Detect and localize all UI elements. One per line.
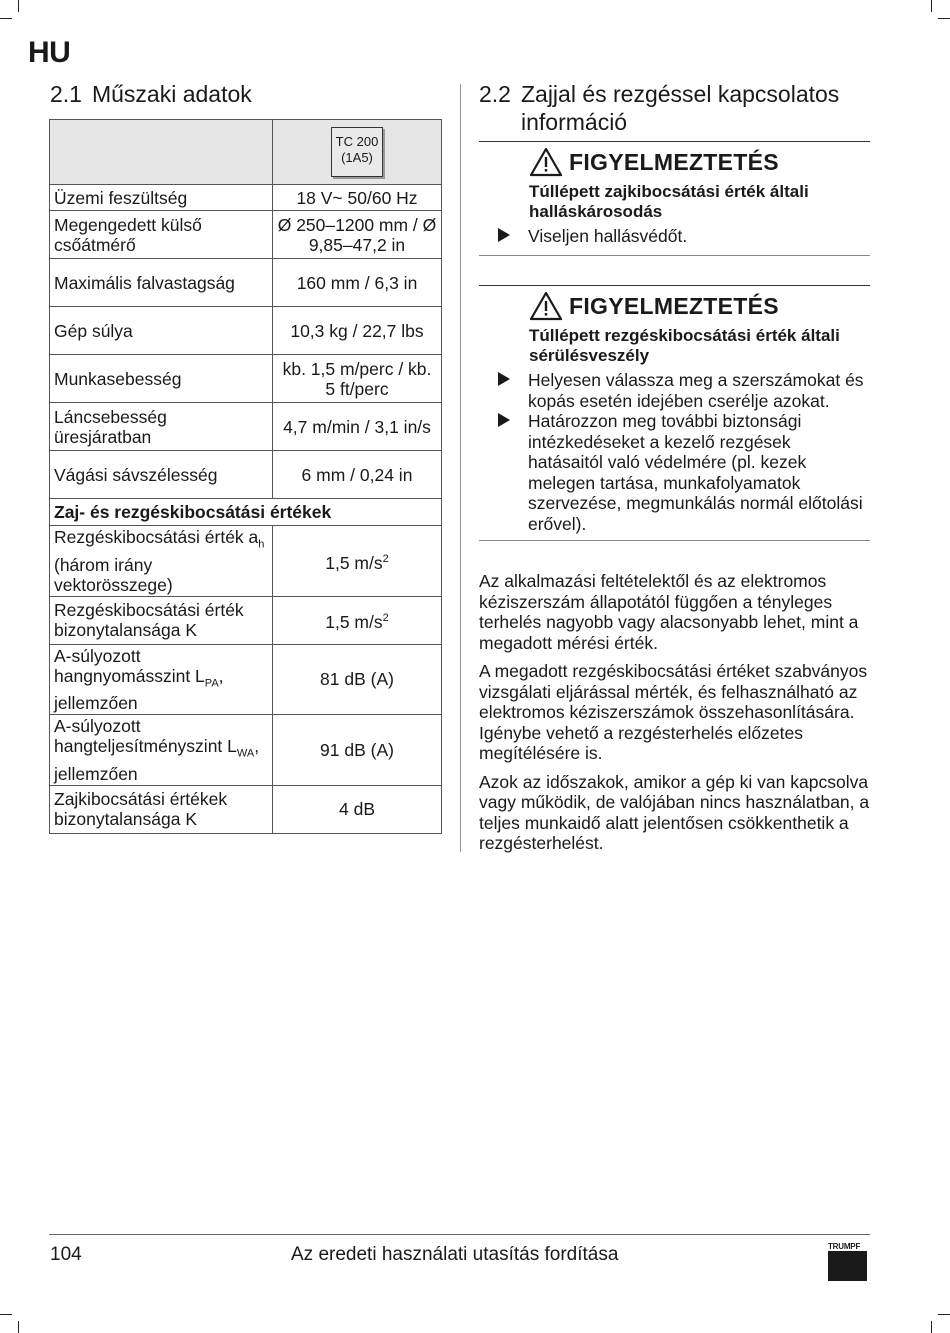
brand-logo (828, 1242, 868, 1281)
row-label: Üzemi feszültség (50, 185, 273, 211)
table-header-row (50, 120, 442, 185)
row-value (273, 596, 442, 644)
crop-mark (938, 18, 950, 19)
crop-mark (931, 0, 932, 12)
row-label: Láncsebesség üresjáratban (50, 403, 273, 451)
label-subscript: h (258, 538, 265, 551)
table-row (50, 307, 442, 355)
table-row (50, 211, 442, 259)
warning-triangle-icon (529, 147, 563, 177)
crop-mark (931, 1321, 932, 1333)
section-number: 2.2 (479, 81, 511, 107)
language-tag: HU (28, 36, 71, 69)
warning-title-text: FIGYELMEZTETÉS (569, 148, 779, 175)
section-title-line2: információ (521, 109, 628, 135)
crop-mark (0, 1314, 12, 1315)
table-row (50, 403, 442, 451)
paragraph: Az alkalmazási feltételektől és az elektromos kéziszerszám állapotától függően a tényleges terhelés nagyobb vagy alacsonyabb lehet, mint a megadott mérési érték. (479, 571, 859, 653)
table-header-model-cell (273, 120, 442, 185)
warning-list (479, 226, 870, 247)
section-heading-technical-data (50, 80, 252, 108)
row-label (50, 785, 273, 833)
row-label (50, 596, 273, 644)
label-text: Rezgéskibocsátási érték bizonytalansága K (54, 600, 244, 640)
row-value: 91 dB (A) (273, 715, 442, 786)
table-row (50, 451, 442, 499)
list-item (479, 226, 870, 247)
crop-mark (0, 18, 12, 19)
row-value: 10,3 kg / 22,7 lbs (273, 307, 442, 355)
row-value: 6 mm / 0,24 in (273, 451, 442, 499)
value-text: 1,5 m/s (325, 552, 383, 573)
row-label (50, 715, 273, 786)
list-item (479, 370, 870, 411)
row-value: 4,7 m/min / 3,1 in/s (273, 403, 442, 451)
bullet-arrow-icon (498, 372, 510, 386)
row-label: Vágási sávszélesség (50, 451, 273, 499)
label-text: Rezgéskibocsátási érték a (54, 527, 259, 547)
section-title: Műszaki adatok (91, 81, 252, 107)
value-superscript: 2 (382, 552, 389, 565)
row-label: Maximális falvastagság (50, 259, 273, 307)
paragraph: Azok az időszakok, amikor a gép ki van kapcsolva vagy működik, de valójában nincs használatban, a teljes munkaidő alatt jelentősen csökkenthetik a rezgésterhelést. (479, 771, 870, 853)
row-value: Ø 250–1200 mm / Ø 9,85–47,2 in (273, 211, 442, 259)
list-item-text: Határozzon meg további biztonsági intézkedéseket a kezelő rezgések hatásaitól való védelmére (pl. kezek melegen tartása, munkafolyamatok szervezése, megmunkálás normál előtolási erővel). (528, 411, 863, 534)
row-value: 18 V~ 50/60 Hz (273, 185, 442, 211)
row-label (50, 644, 273, 715)
label-text-suffix: , jellemzően (54, 736, 260, 784)
table-header-empty-cell (50, 120, 273, 185)
list-item-text: Helyesen válassza meg a szerszámokat és kopás esetén idejében cserélje azokat. (528, 370, 864, 411)
paragraph: A megadott rezgéskibocsátási értéket szabványos vizsgálati eljárással mérték, és felhasználható az elektromos kéziszerszámok összehasonlítására. Igénybe vehető a rezgésterhelés előzetes megítélésére is. (479, 661, 868, 763)
row-label: Munkasebesség (50, 355, 273, 403)
table-row (50, 259, 442, 307)
warning-bottom-rule (479, 540, 870, 541)
model-name: TC 200 (335, 134, 379, 149)
warning-box-vibration (479, 285, 870, 541)
row-value: kb. 1,5 m/perc / kb. 5 ft/perc (273, 355, 442, 403)
list-item (479, 411, 870, 534)
warning-box-noise (479, 141, 870, 256)
page-number: 104 (50, 1244, 82, 1265)
warning-subtitle: Túllépett rezgéskibocsátási érték általi sérülésveszély (529, 326, 840, 365)
table-row (50, 596, 442, 644)
label-text-suffix: , jellemzően (54, 665, 224, 713)
section-heading-noise-vibration (479, 80, 879, 136)
technical-data-table (49, 119, 442, 834)
label-text: A-súlyozott hangnyomásszint L (54, 645, 205, 686)
label-subscript: PA (204, 677, 219, 689)
warning-list (479, 370, 870, 534)
brand-wordmark: TRUMPF (828, 1242, 861, 1251)
bullet-arrow-icon (498, 413, 510, 427)
section-title-line1: Zajjal és rezgéssel kapcsolatos (520, 81, 840, 107)
warning-title (479, 286, 870, 326)
footer-rule (49, 1234, 870, 1235)
value-text: 1,5 m/s (325, 611, 383, 632)
body-text (479, 571, 872, 862)
warning-bottom-rule (479, 255, 870, 256)
row-value (273, 526, 442, 597)
list-item-text: Viseljen hallásvédőt. (528, 226, 688, 246)
row-value: 4 dB (273, 785, 442, 833)
table-group-row (50, 499, 442, 526)
table-row (50, 644, 442, 715)
label-text: A-súlyozott hangteljesítményszint L (54, 716, 237, 756)
table-row (50, 715, 442, 786)
warning-title (479, 142, 870, 182)
model-code: (1A5) (341, 150, 373, 165)
column-divider (460, 84, 461, 852)
crop-mark (938, 1314, 950, 1315)
label-text: Zajkibocsátási értékek bizonytalansága K (54, 789, 228, 829)
row-value: 160 mm / 6,3 in (273, 259, 442, 307)
label-text-suffix: (három irány vektorösszege) (54, 554, 173, 595)
value-superscript: 2 (382, 612, 389, 625)
group-title: Zaj- és rezgéskibocsátási értékek (50, 499, 442, 526)
table-row (50, 526, 442, 597)
table-row (50, 185, 442, 211)
table-row (50, 355, 442, 403)
footer-text: Az eredeti használati utasítás fordítása (291, 1244, 619, 1265)
section-number: 2.1 (50, 81, 82, 107)
table-row (50, 785, 442, 833)
crop-mark (18, 1321, 19, 1333)
row-label (50, 526, 273, 597)
brand-block (828, 1251, 867, 1281)
warning-subtitle: Túllépett zajkibocsátási érték általi halláskárosodás (529, 182, 809, 221)
row-label: Gép súlya (50, 307, 273, 355)
warning-triangle-icon (529, 291, 563, 321)
model-badge (331, 127, 383, 177)
label-subscript: WA (236, 747, 255, 760)
row-label: Megengedett külső csőátmérő (50, 211, 273, 259)
warning-title-text: FIGYELMEZTETÉS (569, 292, 779, 319)
bullet-arrow-icon (498, 228, 510, 242)
crop-mark (18, 0, 19, 12)
row-value: 81 dB (A) (273, 644, 442, 715)
